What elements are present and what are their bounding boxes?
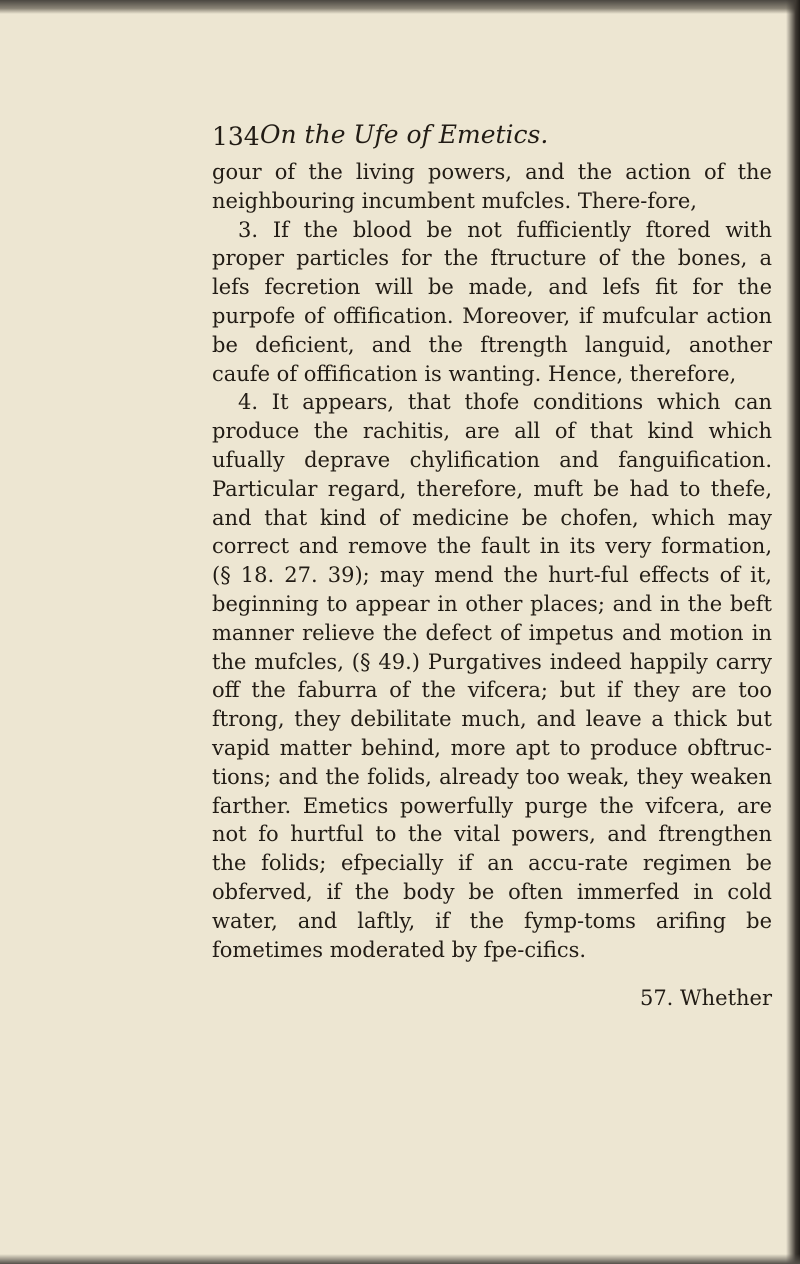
page-number: 134 — [212, 122, 260, 151]
page-bottom-shadow — [0, 1254, 800, 1264]
book-page — [212, 118, 772, 1013]
body-text — [212, 158, 772, 964]
page-binding-edge — [786, 0, 800, 1264]
page-top-shadow — [0, 0, 800, 14]
running-title: On the Ufe of Emetics. — [260, 120, 549, 149]
paragraph-section-4: 4. It appears, that thofe conditions which can produce the rachitis, are all of that kind which ufually deprave chylification and fanguification. Particular regard, therefore, muft be had to thefe, and that kind of medicine be chofen, which may correct and remove the fault in its very formation, (§ 18. 27. 39); may mend the hurt-ful effects of it, beginning to appear in other places; and in the beft manner relieve the defect of impetus and motion in the mufcles, (§ 49.) Purgatives indeed happily carry off the faburra of the vifcera; but if they are too ftrong, they debilitate much, and leave a thick but vapid matter behind, more apt to produce obftruc-tions; and the folids, already too weak, they weaken farther. Emetics powerfully purge the vifcera, are not fo hurtful to the vital powers, and ftrengthen the folids; efpecially if an accu-rate regimen be obferved, if the body be often immerfed in cold water, and laftly, if the fymp-toms arifing be fometimes moderated by fpe-cifics. — [212, 390, 772, 962]
catchword: 57. Whether — [639, 986, 772, 1011]
paragraph-section-3: 3. If the blood be not fufficiently ftored with proper particles for the ftructure of the bones, a lefs fecretion will be made, and lefs fit for the purpofe of offification. Moreover, if mufcular action be deficient, and the ftrength languid, another caufe of offification is wanting. Hence, therefore, — [212, 217, 772, 386]
paragraph-continuation: gour of the living powers, and the action of the neighbouring incumbent mufcles. There-fore, — [212, 160, 772, 213]
running-head — [212, 118, 772, 158]
